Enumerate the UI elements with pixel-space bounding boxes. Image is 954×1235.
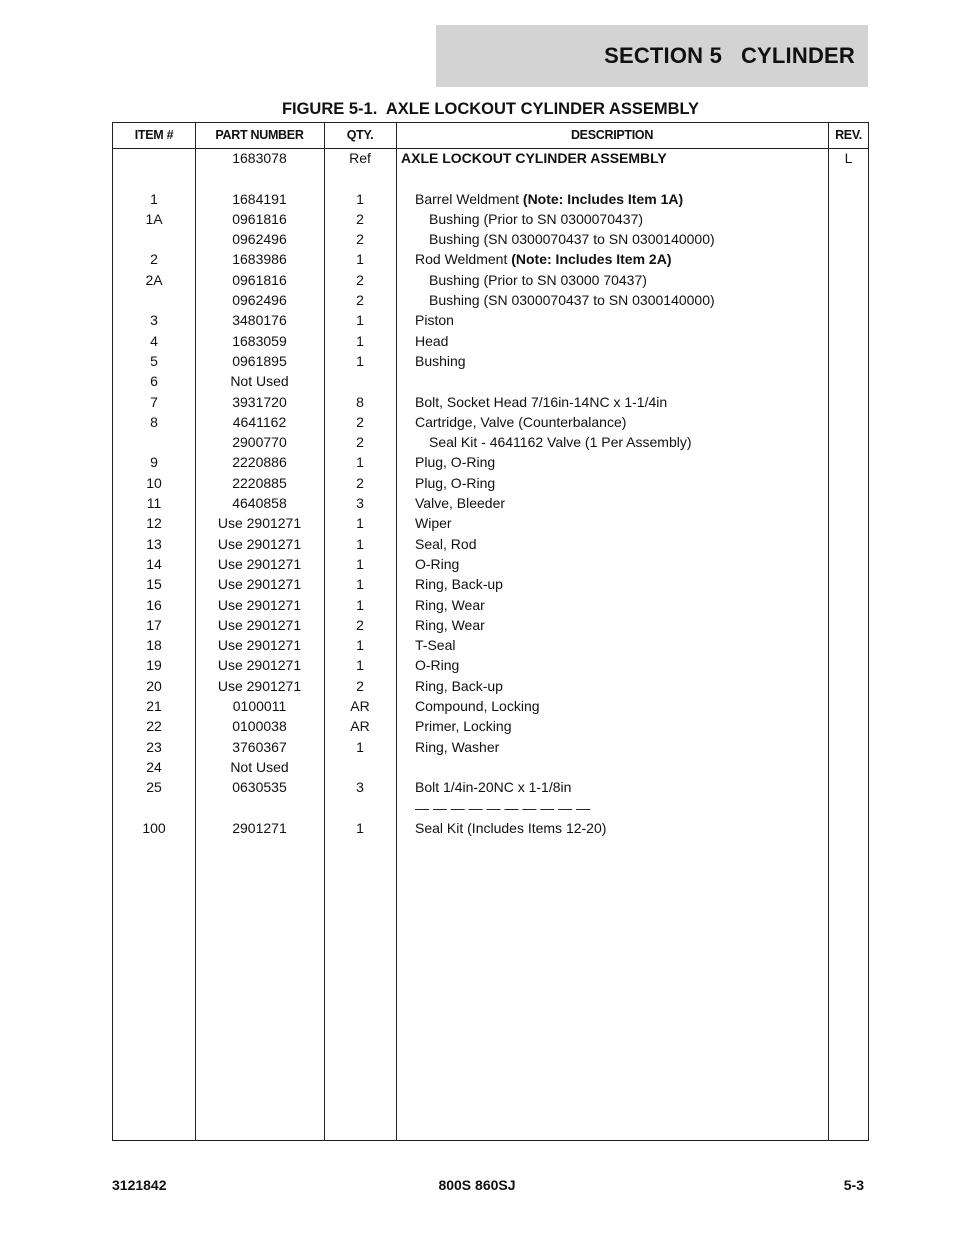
part-number: 4640858 [232, 495, 287, 512]
item-number: 24 [146, 758, 162, 775]
part-number: 0100038 [232, 718, 287, 735]
item-number: 13 [146, 535, 162, 552]
description-text: Ring, Washer [415, 738, 500, 755]
table-row [113, 635, 868, 655]
table-row [113, 290, 868, 310]
part-number: 3931720 [232, 393, 287, 410]
description [415, 513, 825, 533]
quantity: 2 [356, 231, 364, 248]
item-number: 9 [150, 454, 158, 471]
quantity: 2 [356, 413, 364, 430]
description [429, 229, 839, 249]
description-text: Ring, Back-up [415, 677, 503, 694]
part-number: 2220885 [232, 474, 287, 491]
table-row [113, 371, 868, 391]
item-number: 7 [150, 393, 158, 410]
description-text: Plug, O-Ring [415, 474, 496, 491]
quantity: 2 [356, 677, 364, 694]
part-number: 1683986 [232, 251, 287, 268]
item-number: 1 [150, 190, 158, 207]
description-text: T-Seal [415, 637, 456, 654]
description [415, 554, 825, 574]
part-number: Use 2901271 [217, 535, 302, 552]
quantity: Ref [349, 150, 371, 166]
item-number: 4 [150, 332, 158, 349]
part-number: Use 2901271 [217, 616, 302, 633]
table-row [113, 574, 868, 594]
header-rev: REV. [835, 128, 862, 142]
item-number: 22 [146, 718, 162, 735]
item-number: 100 [142, 819, 166, 836]
description [429, 290, 839, 310]
table-row [113, 209, 868, 229]
table-row [113, 554, 868, 574]
quantity: 1 [356, 515, 364, 532]
description-note: (Note: Includes Item 1A) [522, 190, 684, 207]
part-number: 1684191 [232, 190, 287, 207]
item-number: 14 [146, 555, 162, 572]
description-text: Ring, Wear [415, 596, 485, 613]
part-number: Use 2901271 [217, 677, 302, 694]
description [415, 392, 825, 412]
item-number: 5 [150, 352, 158, 369]
table-body [113, 148, 868, 838]
description-text: O-Ring [415, 555, 460, 572]
part-number: Use 2901271 [217, 637, 302, 654]
quantity: 1 [356, 190, 364, 207]
description [415, 473, 825, 493]
part-number: Use 2901271 [217, 555, 302, 572]
quantity: 1 [356, 454, 364, 471]
header-item: ITEM # [134, 128, 174, 142]
description-text: AXLE LOCKOUT CYLINDER ASSEMBLY [401, 150, 667, 166]
table-row [113, 777, 868, 797]
description-text: — — — — — — — — — — [415, 799, 591, 816]
description-text: Seal Kit (Includes Items 12-20) [415, 819, 607, 836]
table-row [113, 696, 868, 716]
description-note: (Note: Includes Item 2A) [511, 251, 672, 268]
part-number: Not Used [230, 758, 289, 775]
part-number: 3480176 [232, 312, 287, 329]
quantity: 1 [356, 738, 364, 755]
item-number: 1A [145, 210, 163, 227]
item-number: 25 [146, 779, 162, 796]
description-text: Valve, Bleeder [415, 495, 506, 512]
description-text: Bushing (Prior to SN 0300070437) [429, 210, 644, 227]
table-row [113, 473, 868, 493]
header-description: DESCRIPTION [570, 128, 654, 142]
table-row [113, 270, 868, 290]
quantity: 1 [356, 555, 364, 572]
description [415, 249, 825, 269]
footer-page-number: 5-3 [843, 1177, 864, 1193]
table-row [113, 798, 868, 818]
description-text: Ring, Back-up [415, 576, 503, 593]
table-row [113, 392, 868, 412]
description [415, 412, 825, 432]
table-row [113, 148, 868, 168]
part-number: 0962496 [232, 292, 287, 309]
description [429, 209, 839, 229]
quantity: 1 [356, 596, 364, 613]
description [415, 595, 825, 615]
quantity: 1 [356, 576, 364, 593]
item-number: 12 [146, 515, 162, 532]
quantity: AR [350, 698, 370, 715]
description [415, 615, 825, 635]
table-row [113, 249, 868, 269]
parts-table [112, 122, 869, 1141]
quantity: 1 [356, 352, 364, 369]
table-row [113, 452, 868, 472]
description-text: Seal Kit - 4641162 Valve (1 Per Assembly) [429, 434, 692, 451]
figure-title: FIGURE 5-1. AXLE LOCKOUT CYLINDER ASSEMBLY [281, 100, 700, 118]
part-number: 0100011 [232, 698, 287, 715]
description [415, 351, 825, 371]
footer-model: 800S 860SJ [438, 1177, 516, 1193]
section-title: SECTION 5 CYLINDER [604, 43, 855, 68]
description-text: O-Ring [415, 657, 460, 674]
header-part-number: PART NUMBER [215, 128, 304, 142]
description [415, 574, 825, 594]
item-number: 17 [146, 616, 162, 633]
table-row [113, 534, 868, 554]
table-row [113, 757, 868, 777]
table-row [113, 351, 868, 371]
item-number: 2A [145, 271, 163, 288]
item-number: 21 [146, 698, 162, 715]
quantity: 2 [356, 210, 364, 227]
table-row [113, 737, 868, 757]
description-text: Bolt 1/4in-20NC x 1-1/8in [415, 779, 572, 796]
description-text: Cartridge, Valve (Counterbalance) [415, 413, 627, 430]
table-row [113, 229, 868, 249]
description-text: Plug, O-Ring [415, 454, 496, 471]
part-number: 0630535 [232, 779, 287, 796]
quantity: 8 [356, 393, 364, 410]
part-number: 0961816 [232, 210, 287, 227]
part-number: 0961895 [232, 352, 287, 369]
table-row [113, 615, 868, 635]
quantity: 3 [356, 779, 364, 796]
description [415, 452, 825, 472]
description [415, 737, 825, 757]
part-number: 0962496 [232, 231, 287, 248]
description-text: Bolt, Socket Head 7/16in-14NC x 1-1/4in [415, 393, 668, 410]
item-number: 8 [150, 413, 158, 430]
table-row [113, 676, 868, 696]
quantity: 3 [356, 495, 364, 512]
item-number: 15 [146, 576, 162, 593]
part-number: 3760367 [232, 738, 287, 755]
description-text: Barrel Weldment [415, 190, 523, 207]
item-number: 16 [146, 596, 162, 613]
quantity: 1 [356, 251, 364, 268]
quantity: 2 [356, 434, 364, 451]
description-text: Compound, Locking [415, 698, 540, 715]
part-number: Not Used [230, 373, 289, 390]
part-number: 2220886 [232, 454, 287, 471]
quantity: 2 [356, 474, 364, 491]
item-number: 11 [146, 495, 162, 512]
part-number: 2900770 [232, 434, 287, 451]
description-text: Primer, Locking [415, 718, 512, 735]
quantity: 1 [356, 637, 364, 654]
description-text: Seal, Rod [415, 535, 477, 552]
item-number: 19 [146, 657, 162, 674]
description-text: Ring, Wear [415, 616, 485, 633]
item-number: 2 [150, 251, 158, 268]
description [415, 534, 825, 554]
description-text: Bushing (Prior to SN 03000 70437) [429, 271, 647, 288]
item-number: 10 [146, 474, 162, 491]
quantity: 2 [356, 271, 364, 288]
description [415, 676, 825, 696]
table-row [113, 655, 868, 675]
description [415, 818, 825, 838]
revision: L [844, 150, 853, 166]
quantity: 2 [356, 616, 364, 633]
part-number: Use 2901271 [217, 515, 302, 532]
table-row [113, 493, 868, 513]
item-number: 20 [146, 677, 162, 694]
item-number: 18 [146, 637, 162, 654]
part-number: Use 2901271 [217, 657, 302, 674]
description [401, 148, 811, 168]
description [415, 777, 825, 797]
table-row [113, 432, 868, 452]
table-row [113, 189, 868, 209]
quantity: 2 [356, 292, 364, 309]
table-row [113, 818, 868, 838]
part-number: 1683059 [232, 332, 287, 349]
part-number: Use 2901271 [217, 576, 302, 593]
footer-doc-number: 3121842 [112, 1177, 167, 1193]
quantity: 1 [356, 819, 364, 836]
table-row [113, 331, 868, 351]
part-number: Use 2901271 [217, 596, 302, 613]
part-number: 2901271 [232, 819, 287, 836]
description-text: Bushing (SN 0300070437 to SN 0300140000) [429, 231, 715, 248]
description [429, 432, 839, 452]
item-number: 6 [150, 373, 158, 390]
description-text: Piston [415, 312, 454, 329]
description [415, 493, 825, 513]
quantity: 1 [356, 312, 364, 329]
quantity: 1 [356, 535, 364, 552]
description-text: Wiper [415, 515, 452, 532]
description [415, 635, 825, 655]
quantity: 1 [356, 332, 364, 349]
description [415, 655, 825, 675]
description-text: Bushing (SN 0300070437 to SN 0300140000) [429, 292, 715, 309]
table-row [113, 595, 868, 615]
item-number: 23 [146, 738, 162, 755]
description [415, 189, 825, 209]
quantity: 1 [356, 657, 364, 674]
table-row [113, 310, 868, 330]
part-number: 0961816 [232, 271, 287, 288]
description-text: Bushing [415, 352, 466, 369]
table-row [113, 513, 868, 533]
description-text: Head [415, 332, 449, 349]
description-text: Rod Weldment [415, 251, 512, 268]
section-banner [436, 25, 868, 87]
description [429, 270, 839, 290]
description [415, 716, 825, 736]
header-qty: QTY. [346, 128, 374, 142]
description [415, 696, 825, 716]
item-number: 3 [150, 312, 158, 329]
table-row [113, 412, 868, 432]
part-number: 4641162 [232, 413, 287, 430]
description [415, 310, 825, 330]
description [415, 331, 825, 351]
quantity: AR [350, 718, 370, 735]
part-number: 1683078 [232, 150, 287, 166]
description [415, 798, 825, 818]
table-row [113, 716, 868, 736]
table-row [113, 168, 868, 188]
